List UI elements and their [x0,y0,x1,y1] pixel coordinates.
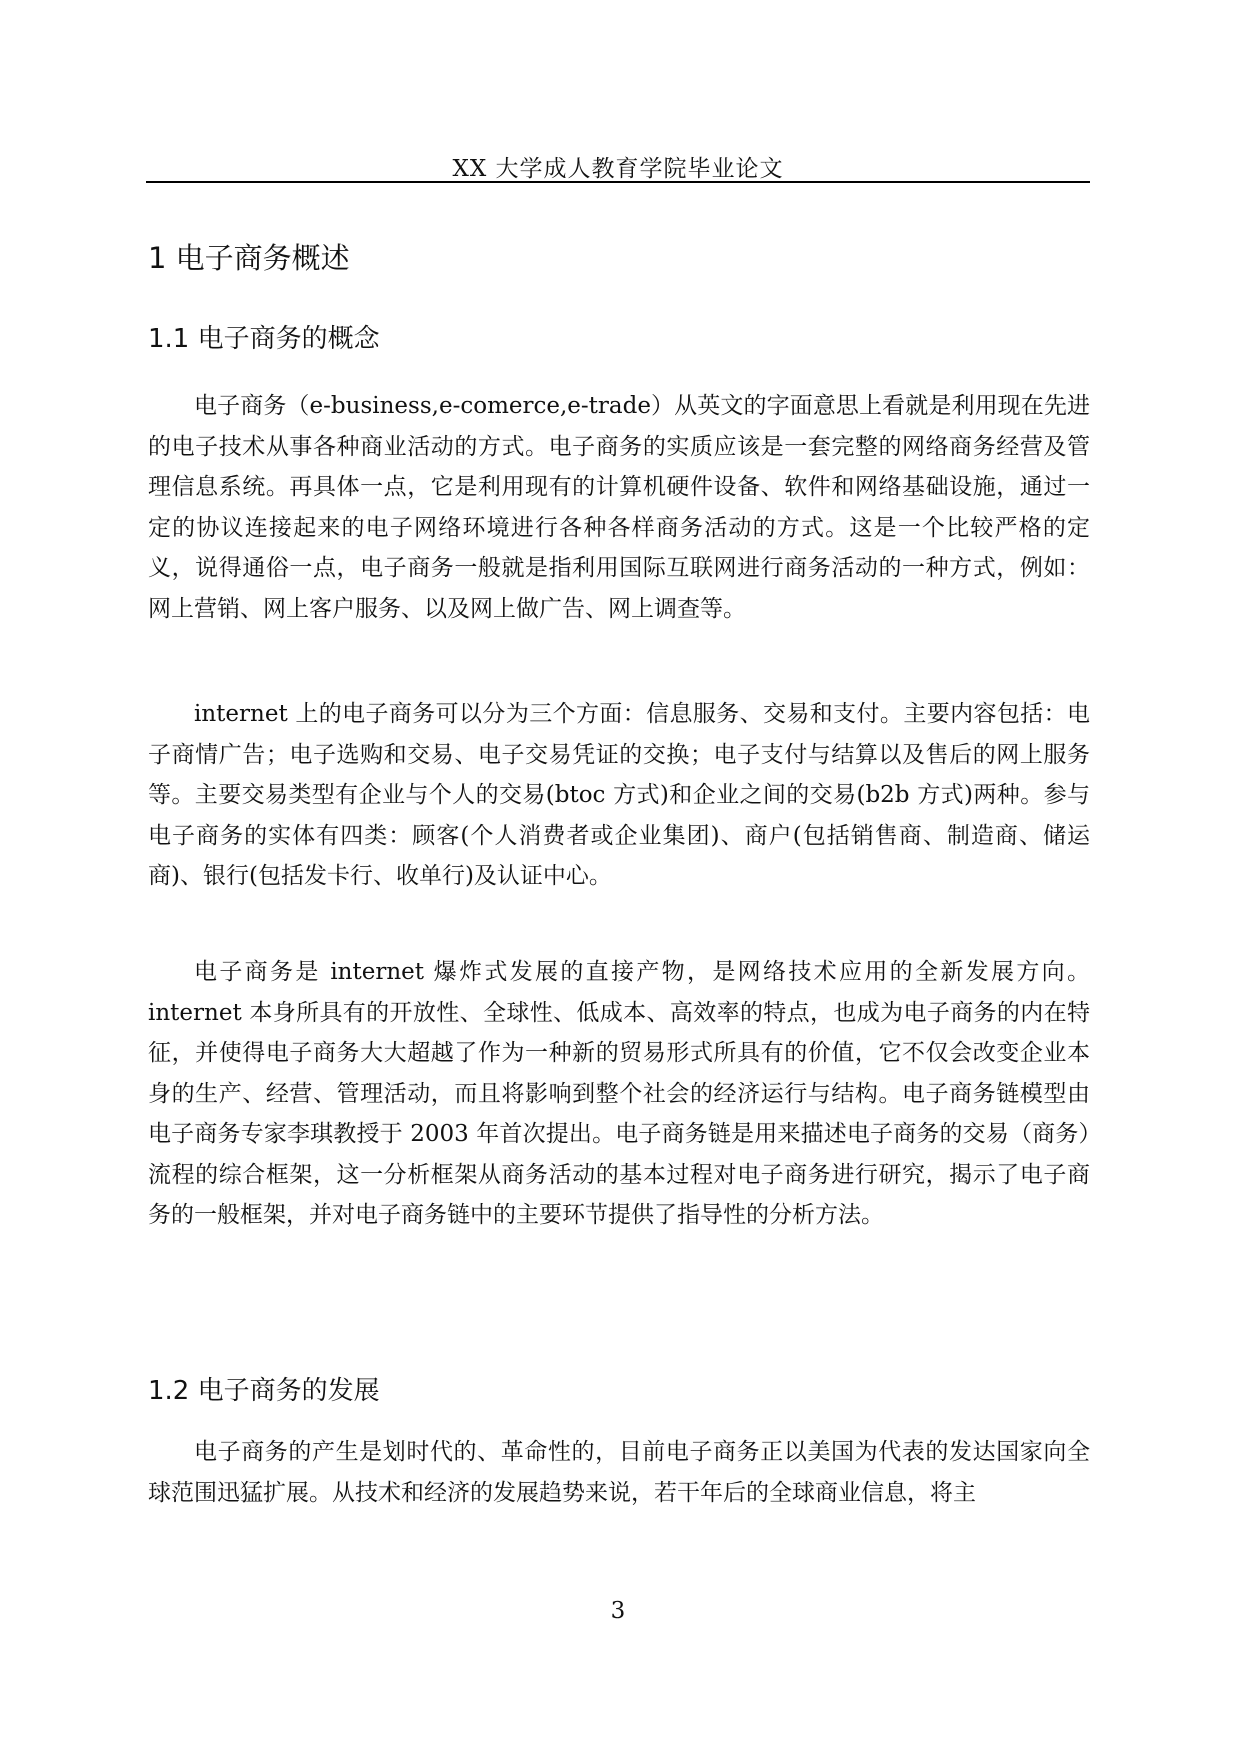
page-number: 3 [610,1598,626,1624]
chapter-title: 1 电子商务概述 [148,241,350,275]
running-header: XX 大学成人教育学院毕业论文 [452,156,784,182]
paragraph-ecommerce-chain: 电子商务是 internet 爆炸式发展的直接产物，是网络技术应用的全新发展方向。internet 本身所具有的开放性、全球性、低成本、高效率的特点，也成为电子商务的内在特征，并使得电子商务大大超越了作为一种新的贸易形式所具有的价值，它不仅会改变企业本身的生产、经营、管理活动，而且将影响到整个社会的经济运行与结构。电子商务链模型由电子商务专家李琪教授于 2003 年首次提出。电子商务链是用来描述电子商务的交易（商务）流程的综合框架，这一分析框架从商务活动的基本过程对电子商务进行研究，揭示了电子商务的一般框架，并对电子商务链中的主要环节提供了指导性的分析方法。 [148,959,1090,1228]
paragraph-internet-ecommerce: internet 上的电子商务可以分为三个方面：信息服务、交易和支付。主要内容包括：电子商情广告；电子选购和交易、电子交易凭证的交换；电子支付与结算以及售后的网上服务等。主要交易类型有企业与个人的交易(btoc 方式)和企业之间的交易(b2b 方式)两种。参与电子商务的实体有四类：顾客(个人消费者或企业集团)、商户(包括销售商、制造商、储运商)、银行(包括发卡行、收单行)及认证中心。 [148,701,1090,889]
section-title-1-1: 1.1 电子商务的概念 [148,324,380,354]
paragraph-concept-definition: 电子商务（e-business,e-comerce,e-trade）从英文的字面意思上看就是利用现在先进的电子技术从事各种商业活动的方式。电子商务的实质应该是一套完整的网络商务经营及管理信息系统。再具体一点，它是利用现有的计算机硬件设备、软件和网络基础设施，通过一定的协议连接起来的电子网络环境进行各种各样商务活动的方式。这是一个比较严格的定义，说得通俗一点，电子商务一般就是指利用国际互联网进行商务活动的一种方式，例如：网上营销、网上客户服务、以及网上做广告、网上调查等。 [148,393,1090,622]
paragraph-development: 电子商务的产生是划时代的、革命性的，目前电子商务正以美国为代表的发达国家向全球范围迅猛扩展。从技术和经济的发展趋势来说，若干年后的全球商业信息，将主 [148,1439,1090,1506]
section-title-1-2: 1.2 电子商务的发展 [148,1376,380,1406]
header-rule [146,181,1090,183]
